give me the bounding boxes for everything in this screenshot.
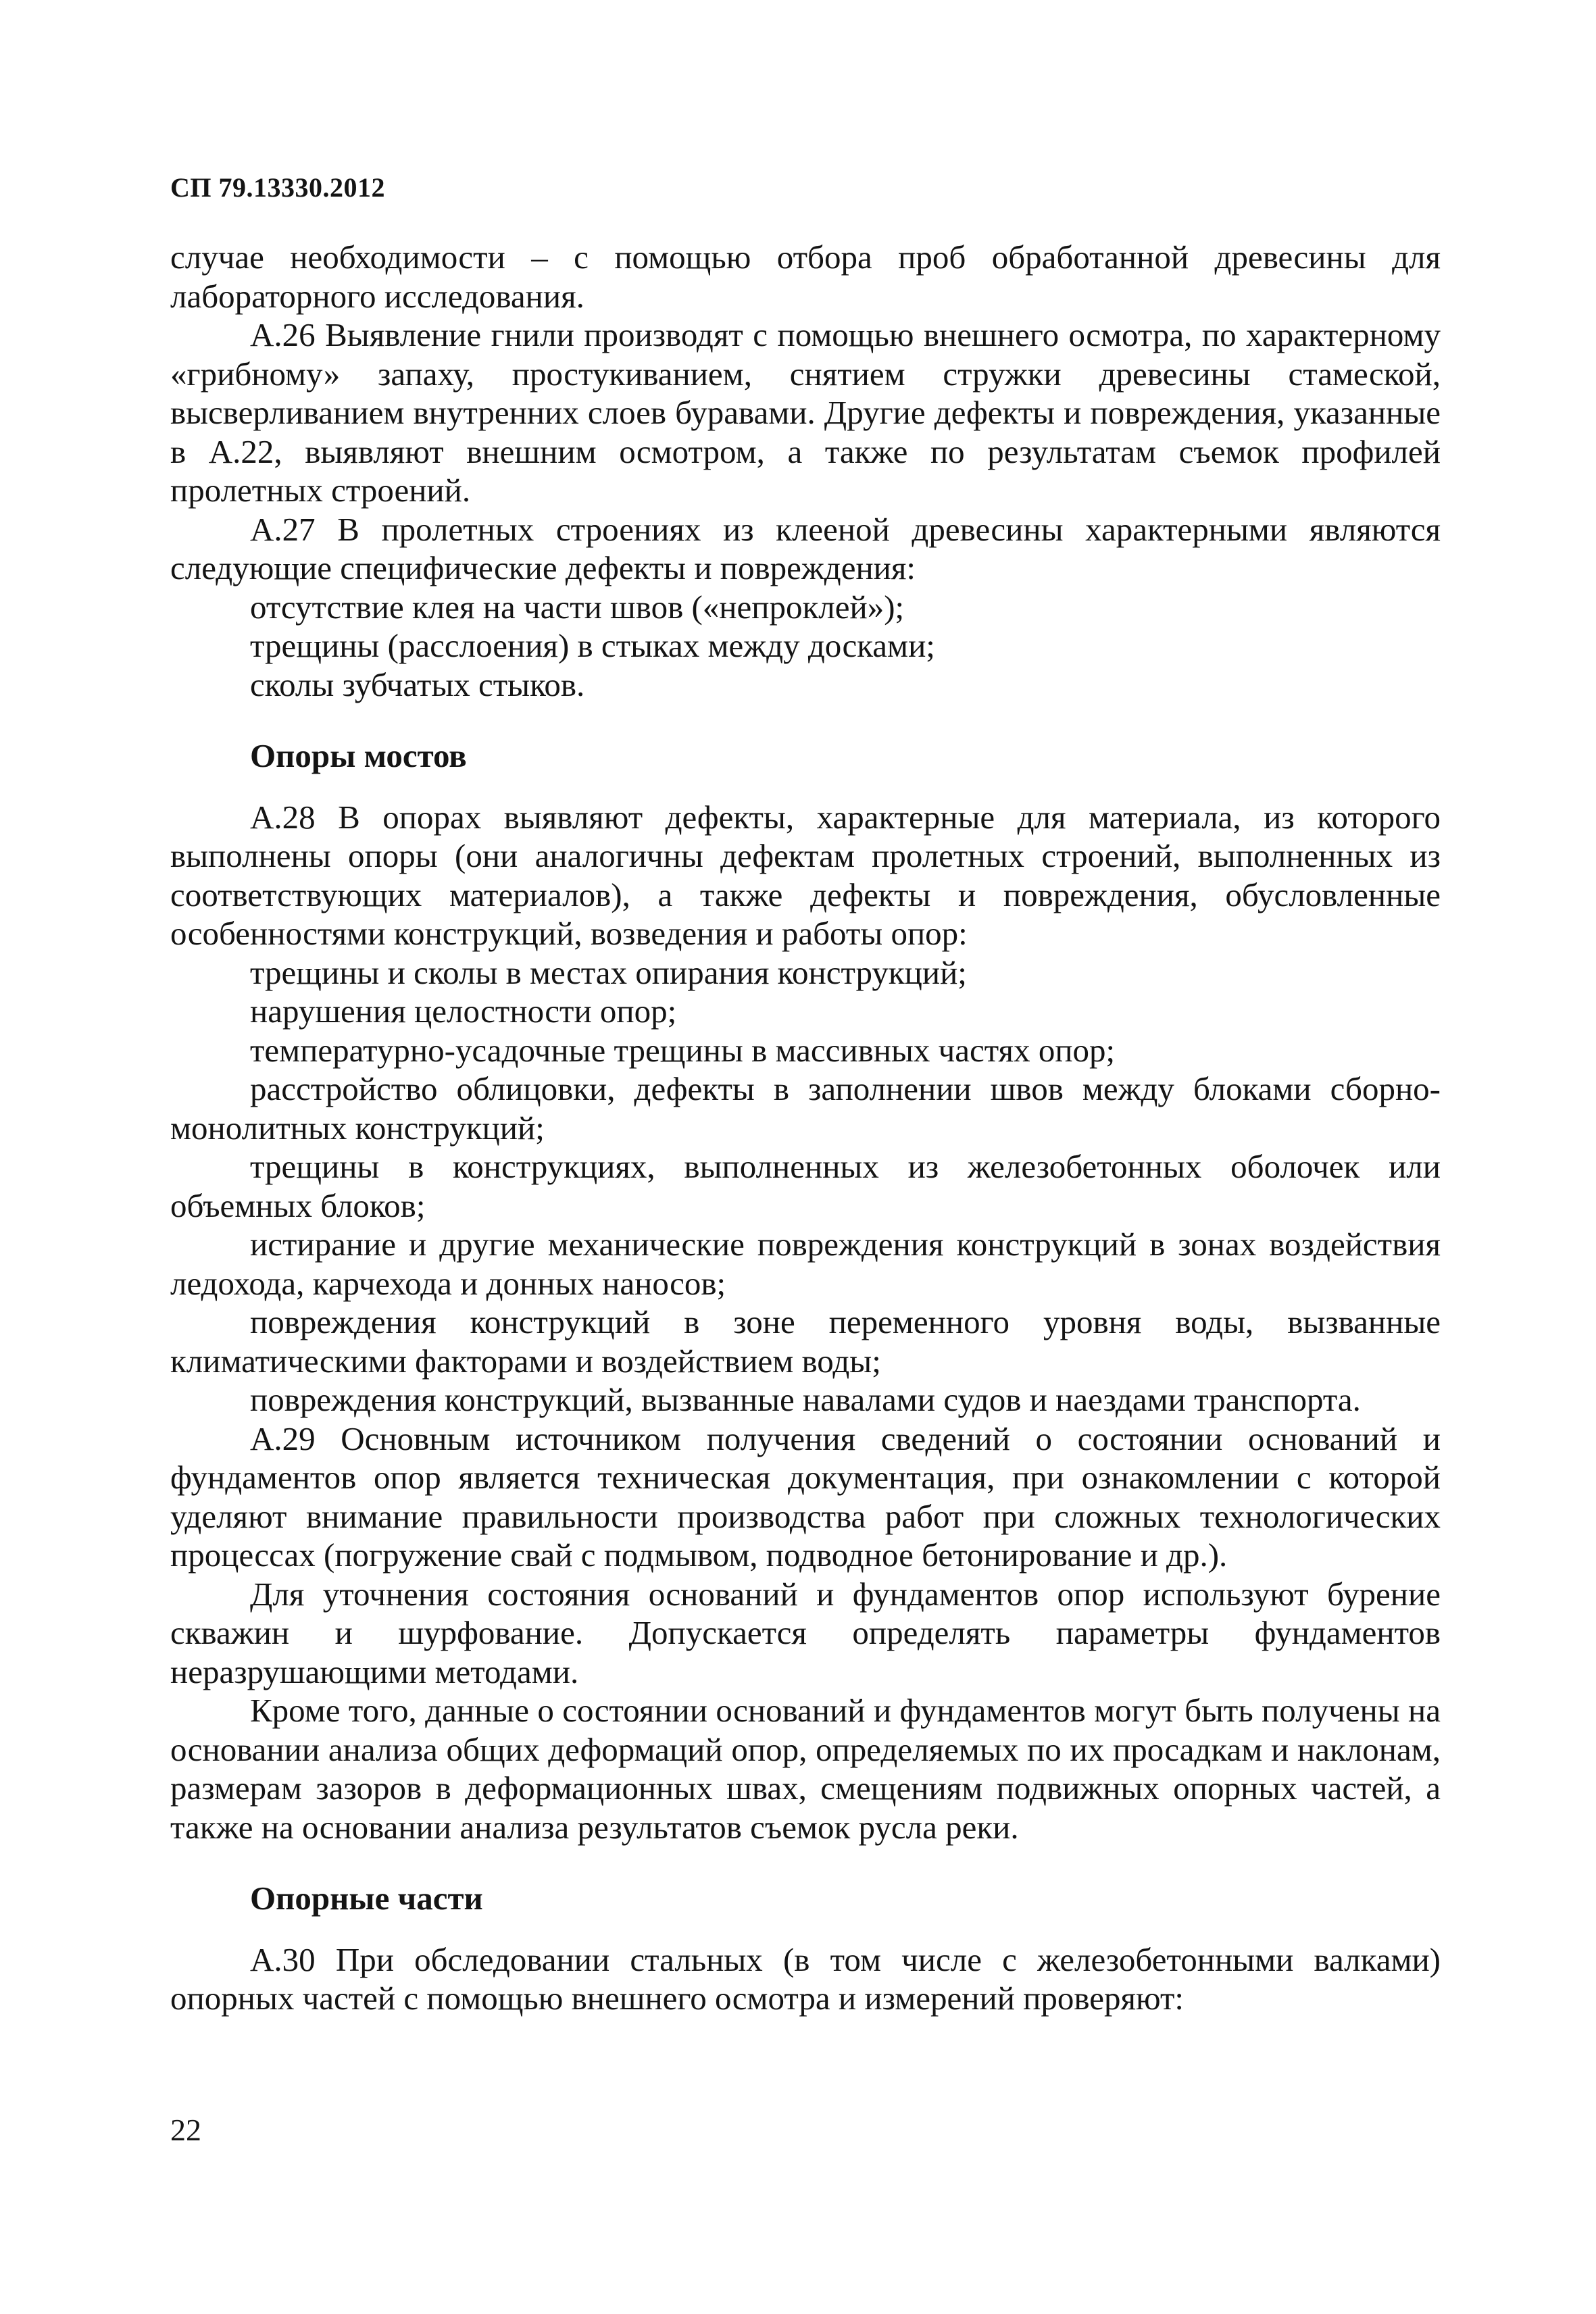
page-number: 22 <box>170 2113 201 2147</box>
list-item: повреждения конструкций в зоне переменного уровня воды, вызванные климатическими факторами и воздействием воды; <box>170 1303 1441 1380</box>
list-item: трещины (расслоения) в стыках между досками; <box>250 627 935 664</box>
document-body <box>170 238 1441 2018</box>
paragraph-a29: А.29 Основным источником получения сведений о состоянии оснований и фундаментов опор является техническая документация, при ознакомлении с которой уделяют внимание правильности производства работ при сложных технологических процессах (погружение свай с подмывом, подводное бетонирование и др.). <box>170 1419 1441 1574</box>
list-item: сколы зубчатых стыков. <box>250 665 585 703</box>
paragraph-a29-additional: Кроме того, данные о состоянии оснований и фундаментов могут быть получены на основании анализа общих деформаций опор, определяемых по их просадкам и наклонам, размерам зазоров в деформационных швах, смещениям подвижных опорных частей, а также на основании анализа результатов съемок русла реки. <box>170 1692 1441 1846</box>
list-item: истирание и другие механические повреждения конструкций в зонах воздействия ледохода, карчехода и донных наносов; <box>170 1226 1441 1302</box>
list-item: трещины и сколы в местах опирания конструкций; <box>250 953 967 991</box>
list-item: трещины в конструкциях, выполненных из железобетонных оболочек или объемных блоков; <box>170 1148 1441 1224</box>
paragraph-a27: А.27 В пролетных строениях из клееной древесины характерными являются следующие специфические дефекты и повреждения: <box>170 510 1441 586</box>
section-heading-bearings: Опорные части <box>250 1880 483 1917</box>
section-heading-supports: Опоры мостов <box>250 737 467 774</box>
list-item: нарушения целостности опор; <box>250 992 677 1030</box>
paragraph-a26: А.26 Выявление гнили производят с помощью внешнего осмотра, по характерному «грибному» запаху, простукиванием, снятием стружки древесины стамеской, высверливанием внутренних слоев буравами. Другие дефекты и повреждения, указанные в А.22, выявляют внешним осмотром, а также по результатам съемок профилей пролетных строений. <box>170 316 1441 509</box>
document-code: СП 79.13330.2012 <box>170 172 385 203</box>
list-item: повреждения конструкций, вызванные навалами судов и наездами транспорта. <box>250 1381 1361 1418</box>
paragraph-a29-clarification: Для уточнения состояния оснований и фундаментов опор используют бурение скважин и шурфование. Допускается определять параметры фундаментов неразрушающими методами. <box>170 1575 1441 1690</box>
paragraph-continuation: случае необходимости – с помощью отбора проб обработанной древесины для лабораторного исследования. <box>170 238 1441 315</box>
list-item: температурно-усадочные трещины в массивных частях опор; <box>250 1031 1116 1069</box>
list-item: отсутствие клея на части швов («непроклей»); <box>250 588 905 626</box>
paragraph-a28: А.28 В опорах выявляют дефекты, характерные для материала, из которого выполнены опоры (они аналогичны дефектам пролетных строений, выполненных из соответствующих материалов), а также дефекты и повреждения, обусловленные особенностями конструкций, возведения и работы опор: <box>170 798 1441 952</box>
list-item: расстройство облицовки, дефекты в заполнении швов между блоками сборно-монолитных конструкций; <box>170 1070 1441 1147</box>
paragraph-a30: А.30 При обследовании стальных (в том числе с железобетонными валками) опорных частей с помощью внешнего осмотра и измерений проверяют: <box>170 1940 1441 2017</box>
